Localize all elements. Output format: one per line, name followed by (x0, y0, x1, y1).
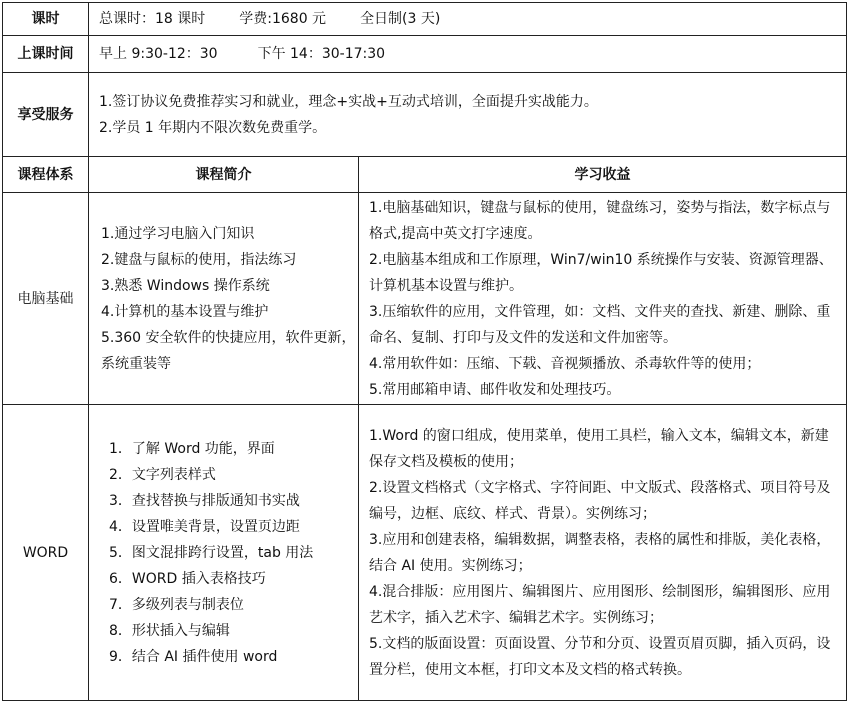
afternoon-time: 下午 14：30-17:30 (257, 46, 386, 62)
morning-time: 早上 9:30-12：30 (99, 46, 218, 62)
word-intro-item: 9．结合 AI 插件使用 word (109, 648, 278, 665)
word-gains (359, 405, 847, 701)
word-intro-item: 8．形状插入与编辑 (109, 622, 230, 639)
computer-gain-item: 3.压缩软件的应用，文件管理，如：文档、文件夹的查找、新建、删除、重命名、复制、打印与及文件的发送和文件加密等。 (369, 303, 831, 346)
computer-name: 电脑基础 (3, 193, 89, 405)
word-intro-item: 6．WORD 插入表格技巧 (109, 570, 266, 587)
computer-intro-item: 5.360 安全软件的快捷应用，软件更新，系统重装等 (101, 329, 356, 372)
word-intro-item: 7．多级列表与制表位 (109, 596, 244, 613)
computer-gain-item: 1.电脑基础知识，键盘与鼠标的使用，键盘练习，姿势与指法，数字标点与格式,提高中英文打字速度。 (369, 199, 831, 242)
service-label: 享受服务 (3, 73, 89, 157)
word-intro-item: 5．图文混排跨行设置，tab 用法 (109, 544, 314, 561)
word-gain-item: 1.Word 的窗口组成，使用菜单，使用工具栏，输入文本，编辑文本，新建保存文档及模板的使用； (369, 427, 829, 470)
row-word (3, 405, 847, 701)
row-header (3, 157, 847, 193)
service-item: 2.学员 1 年期内不限次数免费重学。 (99, 119, 327, 136)
word-gain-item: 2.设置文档格式（文字格式、字符间距、中文版式、段落格式、项目符号及编号，边框、底纹、样式、背景）。实例练习； (369, 479, 831, 522)
computer-gain-item: 5.常用邮箱申请、邮件收发和处理技巧。 (369, 381, 621, 398)
computer-gain-item: 2.电脑基本组成和工作原理，Win7/win10 系统操作与安装、资源管理器、计算机基本设置与维护。 (369, 251, 833, 294)
computer-gain-item: 4.常用软件如：压缩、下载、音视频播放、杀毒软件等的使用； (369, 355, 761, 372)
row-service (3, 73, 847, 157)
row-schedule (3, 36, 847, 73)
schedule-value (89, 36, 847, 73)
row-computer (3, 193, 847, 405)
word-intro (89, 405, 359, 701)
class-hours-label: 课时 (3, 3, 89, 36)
total-hours: 总课时：18 课时 (99, 11, 206, 27)
schedule-label: 上课时间 (3, 36, 89, 73)
row-class-hours (3, 3, 847, 36)
word-gain-item: 4.混合排版：应用图片、编辑图片、应用图形、绘制图形，编辑图形、应用艺术字，插入艺术字、编辑艺术字。实例练习； (369, 583, 831, 626)
word-intro-item: 1．了解 Word 功能，界面 (109, 440, 275, 457)
word-intro-item: 2．文字列表样式 (109, 466, 216, 483)
word-intro-item: 3．查找替换与排版通知书实战 (109, 492, 300, 509)
word-name: WORD (3, 405, 89, 701)
word-gain-item: 3.应用和创建表格，编辑数据，调整表格，表格的属性和排版，美化表格，结合 AI 使用。实例练习； (369, 531, 831, 574)
header-system: 课程体系 (3, 157, 89, 193)
header-intro: 课程简介 (89, 157, 359, 193)
computer-intro (89, 193, 359, 405)
computer-intro-item: 1.通过学习电脑入门知识 (101, 225, 255, 242)
computer-intro-item: 4.计算机的基本设置与维护 (101, 303, 269, 320)
computer-intro-item: 3.熟悉 Windows 操作系统 (101, 277, 270, 294)
computer-intro-item: 2.键盘与鼠标的使用，指法练习 (101, 251, 297, 268)
class-hours-value (89, 3, 847, 36)
word-gain-item: 5.文档的版面设置：页面设置、分节和分页、设置页眉页脚，插入页码，设置分栏，使用文本框，打印文本及文档的格式转换。 (369, 635, 831, 678)
header-gains: 学习收益 (359, 157, 847, 193)
computer-gains (359, 193, 847, 405)
service-list (89, 73, 847, 157)
study-mode: 全日制(3 天) (360, 11, 441, 27)
word-intro-item: 4．设置唯美背景，设置页边距 (109, 518, 300, 535)
service-item: 1.签订协议免费推荐实习和就业，理念+实战+互动式培训，全面提升实战能力。 (99, 93, 598, 110)
course-table (2, 2, 847, 701)
tuition-fee: 学费:1680 元 (239, 11, 327, 27)
